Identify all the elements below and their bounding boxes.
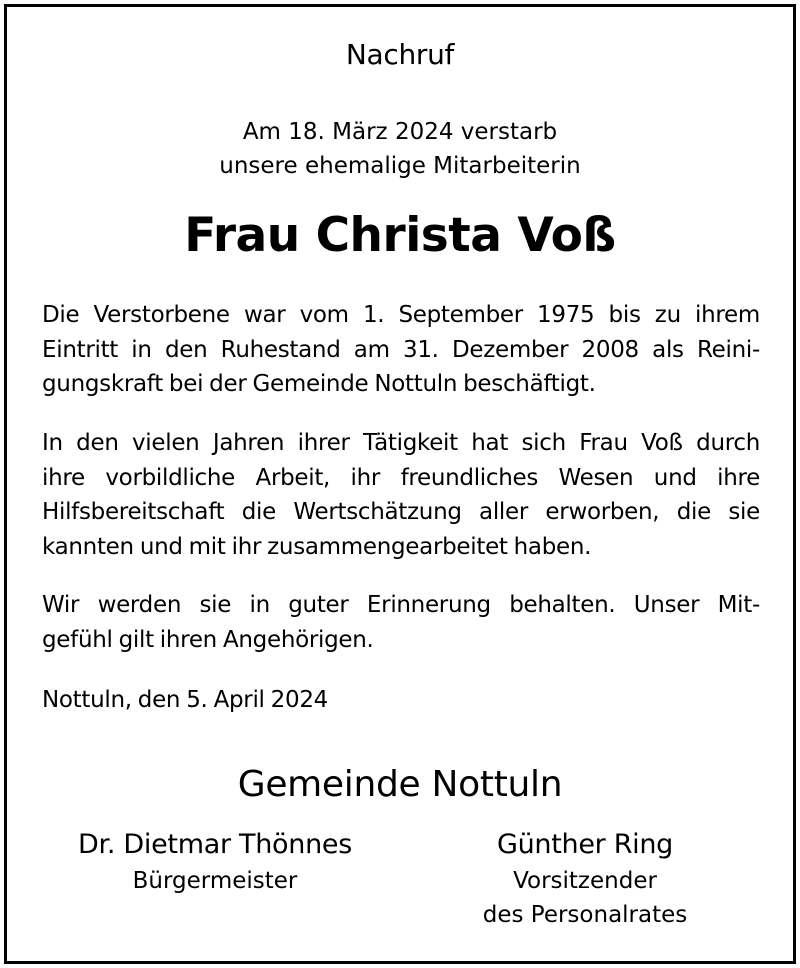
signer-role: des Personalrates (482, 902, 688, 928)
signer-role: Bürgermeister (132, 868, 298, 894)
intro-text (0, 115, 800, 183)
signer-name: Dr. Dietmar Thönnes (78, 829, 352, 860)
paragraph-employment (42, 298, 760, 402)
place-date-text: Nottuln, den 5. April 2024 (42, 687, 328, 713)
paragraph-line: Wir werden sie in guter Erinnerung behalten. Unser Mit- (42, 592, 760, 618)
signer-staff-council (410, 826, 760, 932)
organization-name: Gemeinde Nottuln (237, 764, 563, 805)
signer-name: Günther Ring (496, 829, 674, 860)
page-title: Nachruf (345, 38, 455, 71)
paragraph-line: kannten und mit ihr zusammengearbeitet haben. (42, 533, 592, 560)
paragraph-line: ihre vorbildliche Arbeit, ihr freundliches Wesen und ihre (42, 464, 760, 491)
paragraph-condolence (42, 588, 760, 657)
deceased-name: Frau Christa Voß (184, 208, 616, 263)
paragraph-appreciation (42, 426, 760, 564)
paragraph-line: Die Verstorbene war vom 1. September 1975 bis zu ihrem (42, 302, 760, 328)
paragraph-line: In den vielen Jahren ihrer Tätigkeit hat sich Frau Voß durch (42, 430, 760, 456)
intro-line: Am 18. März 2024 verstarb (242, 119, 558, 145)
paragraph-line: gefühl gilt ihren Angehörigen. (42, 626, 374, 653)
paragraph-line: gungskraft bei der Gemeinde Nottuln beschäftigt. (42, 371, 596, 397)
signer-role: Vorsitzender (513, 868, 657, 894)
paragraph-line: Eintritt in den Ruhestand am 31. Dezember 2008 als Reini- (42, 336, 760, 363)
intro-line: unsere ehemalige Mitarbeiterin (219, 153, 581, 179)
signer-mayor (40, 826, 390, 898)
paragraph-line: Hilfsbereitschaft die Wertschätzung aller erworben, die sie (42, 499, 760, 525)
place-date (42, 683, 760, 718)
